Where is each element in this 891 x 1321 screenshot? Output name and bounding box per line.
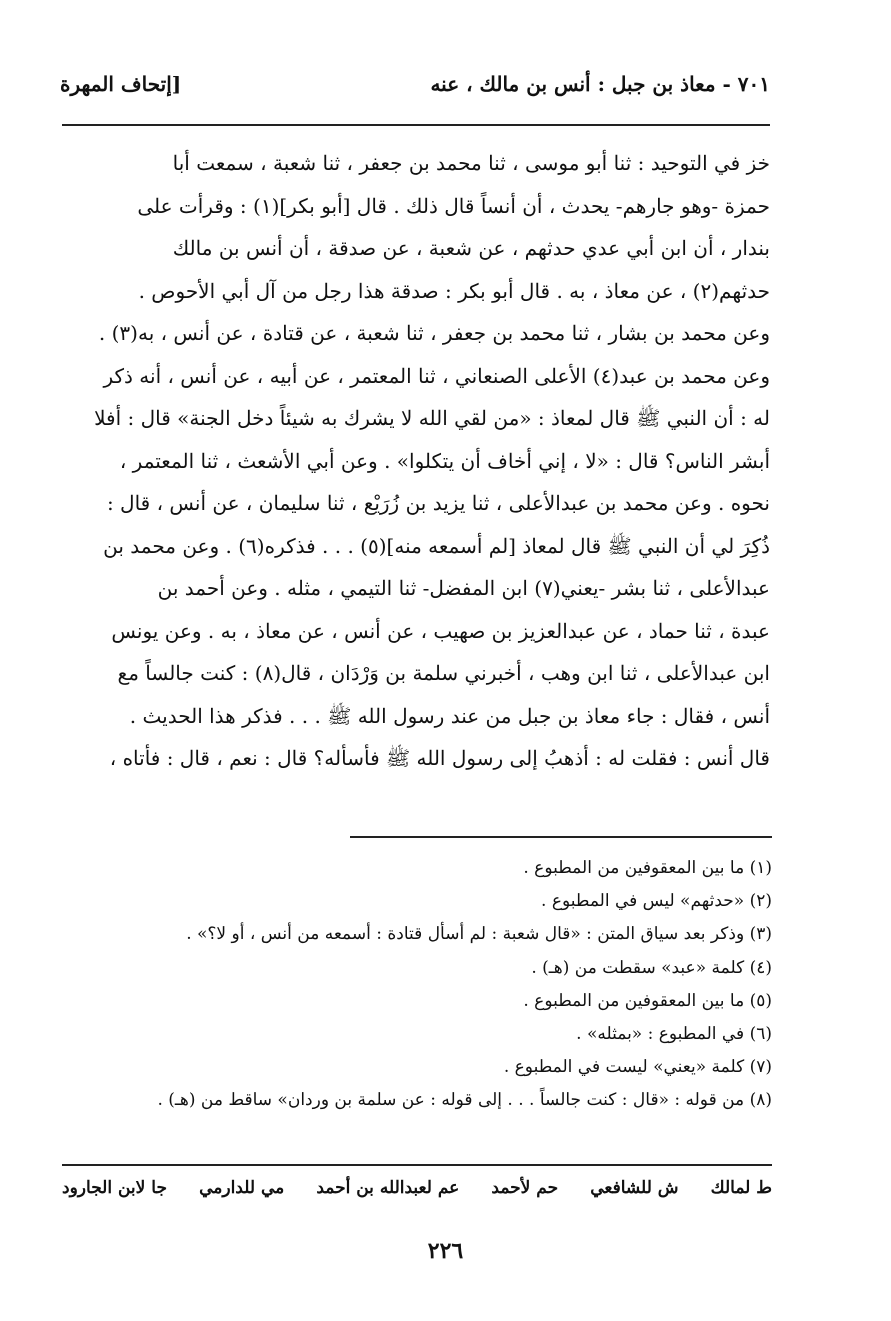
siglum: ط لمالك (710, 1178, 772, 1198)
siglum: جا لابن الجارود (62, 1178, 167, 1198)
footnote-rule (350, 836, 772, 838)
sigla-rule (62, 1164, 772, 1166)
text-line: حمزة -وهو جارهم- يحدث ، أن أنساً قال ذلك . قال [أبو بكر](١) : وقرأت على (137, 193, 770, 218)
footnote: (٨) من قوله : «قال : كنت جالساً . . . إلى قوله : عن سلمة بن وردان» ساقط من (هـ) . (157, 1090, 772, 1111)
footnote: (٦) في المطبوع : «بمثله» . (576, 1023, 772, 1044)
text-line: عبدة ، ثنا حماد ، عن عبدالعزيز بن صهيب ، عن أنس ، عن معاذ ، به . وعن يونس (111, 618, 770, 643)
text-line: خز في التوحيد : ثنا أبو موسى ، ثنا محمد بن جعفر ، ثنا شعبة ، سمعت أبا (172, 151, 770, 175)
text-line: وعن محمد بن عبد(٤) الأعلى الصنعاني ، ثنا المعتمر ، عن أبيه ، عن أنس ، أنه ذكر (103, 363, 770, 388)
footnote: (٥) ما بين المعقوفين من المطبوع . (523, 990, 772, 1011)
page-number: ٢٢٦ (427, 1238, 464, 1264)
text-line: بندار ، أن ابن أبي عدي حدثهم ، عن شعبة ، عن صدقة ، أن أنس بن مالك (172, 236, 770, 260)
text-line: ذُكِرَ لي أن النبي ﷺ قال لمعاذ [لم أسمعه منه](٥) . . . فذكره(٦) . وعن محمد بن (103, 533, 770, 558)
text-line: قال أنس : فقلت له : أذهبُ إلى رسول الله ﷺ فأسأله؟ قال : نعم ، قال : فأتاه ، (109, 746, 770, 770)
book-title: [إتحاف المهرة (60, 72, 182, 96)
text-line: وعن محمد بن بشار ، ثنا محمد بن جعفر ، ثنا شعبة ، عن قتادة ، عن أنس ، به(٣) . (98, 321, 770, 345)
text-line: له : أن النبي ﷺ قال لمعاذ : «من لقي الله لا يشرك به شيئاً دخل الجنة» قال : أفلا (94, 406, 770, 430)
text-line: نحوه . وعن محمد بن عبدالأعلى ، ثنا يزيد بن زُرَيْع ، ثنا سليمان ، عن أنس ، قال : (106, 491, 770, 515)
footnotes (80, 852, 772, 1118)
siglum: حم لأحمد (491, 1178, 559, 1198)
text-line: ابن عبدالأعلى ، ثنا ابن وهب ، أخبرني سلمة بن وَرْدَان ، قال(٨) : كنت جالساً مع (117, 661, 770, 685)
text-line: أنس ، فقال : جاء معاذ بن جبل من عند رسول الله ﷺ . . . فذكر هذا الحديث . (129, 703, 770, 728)
main-text (80, 142, 770, 780)
footnote: (٤) كلمة «عبد» سقطت من (هـ) . (531, 957, 772, 978)
footnote: (٢) «حدثهم» ليس في المطبوع . (541, 891, 772, 912)
text-line: حدثهم(٢) ، عن معاذ ، به . قال أبو بكر : صدقة هذا رجل من آل أبي الأحوص . (138, 278, 770, 303)
siglum: مي للدارمي (199, 1178, 285, 1198)
running-header (60, 62, 770, 112)
footnote: (٧) كلمة «يعني» ليست في المطبوع . (503, 1057, 772, 1078)
footnote: (٣) وذكر بعد سياق المتن : «قال شعبة : لم أسأل قتادة : أسمعه من أنس ، أو لا؟» . (186, 924, 772, 945)
sigla-legend (62, 1178, 772, 1212)
text-line: عبدالأعلى ، ثنا بشر -يعني(٧) ابن المفضل- ثنا التيمي ، مثله . وعن أحمد بن (157, 576, 770, 600)
header-rule (62, 124, 770, 126)
text-line: أبشر الناس؟ قال : «لا ، إني أخاف أن يتكلوا» . وعن أبي الأشعث ، ثنا المعتمر ، (119, 448, 770, 473)
chapter-title: ٧٠١ - معاذ بن جبل : أنس بن مالك ، عنه (430, 72, 770, 96)
siglum: ش للشافعي (590, 1178, 679, 1198)
footnote: (١) ما بين المعقوفين من المطبوع . (523, 858, 772, 878)
siglum: عم لعبدالله بن أحمد (316, 1178, 460, 1198)
